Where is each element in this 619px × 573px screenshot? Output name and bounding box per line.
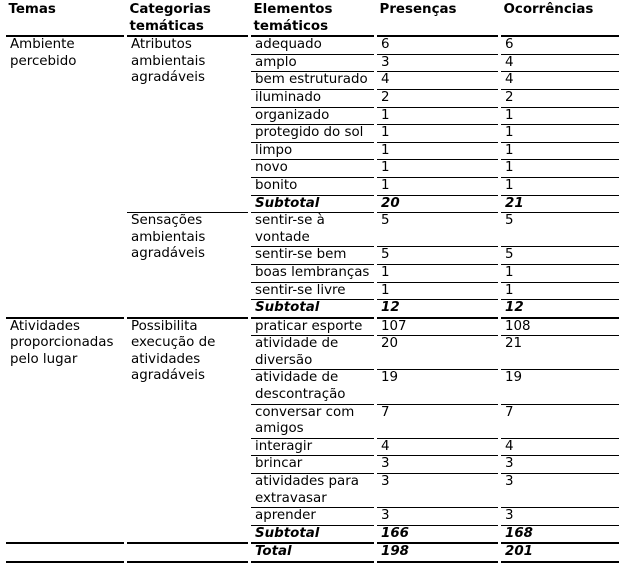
presencas-cell: 20 <box>376 336 500 370</box>
presencas-cell: 1 <box>376 125 500 143</box>
subtotal-presencas: 12 <box>376 300 500 318</box>
presencas-cell: 3 <box>376 474 500 508</box>
presencas-cell: 2 <box>376 89 500 107</box>
ocorrencias-cell: 7 <box>500 404 619 438</box>
element-cell: praticar esporte <box>250 318 376 336</box>
header-elementos: Elementos temáticos <box>250 2 376 36</box>
element-cell: atividades para extravasar <box>250 474 376 508</box>
subtotal-presencas: 166 <box>376 525 500 543</box>
category-cell: Sensações ambientais agradáveis <box>126 213 250 318</box>
total-blank-theme <box>5 543 126 562</box>
total-ocorrencias: 201 <box>500 543 619 562</box>
presencas-cell: 19 <box>376 370 500 404</box>
ocorrencias-cell: 4 <box>500 54 619 72</box>
total-blank-category <box>126 543 250 562</box>
subtotal-label: Subtotal <box>250 195 376 213</box>
ocorrencias-cell: 4 <box>500 72 619 90</box>
ocorrencias-cell: 1 <box>500 107 619 125</box>
element-cell: brincar <box>250 456 376 474</box>
element-cell: sentir-se à vontade <box>250 213 376 247</box>
ocorrencias-cell: 3 <box>500 456 619 474</box>
total-label: Total <box>250 543 376 562</box>
element-cell: atividade de diversão <box>250 336 376 370</box>
header-ocorrencias: Ocorrências <box>500 2 619 36</box>
presencas-cell: 5 <box>376 213 500 247</box>
presencas-cell: 4 <box>376 72 500 90</box>
subtotal-ocorrencias: 12 <box>500 300 619 318</box>
table-body <box>5 36 619 562</box>
presencas-cell: 1 <box>376 160 500 178</box>
element-cell: limpo <box>250 142 376 160</box>
subtotal-label: Subtotal <box>250 525 376 543</box>
table-row <box>5 36 619 54</box>
subtotal-ocorrencias: 21 <box>500 195 619 213</box>
presencas-cell: 1 <box>376 142 500 160</box>
thematic-table <box>3 2 619 563</box>
element-cell: protegido do sol <box>250 125 376 143</box>
presencas-cell: 5 <box>376 247 500 265</box>
theme-cell: Ambiente percebido <box>5 36 126 318</box>
element-cell: bem estruturado <box>250 72 376 90</box>
header-presencas: Presenças <box>376 2 500 36</box>
ocorrencias-cell: 3 <box>500 508 619 526</box>
ocorrencias-cell: 1 <box>500 264 619 282</box>
subtotal-label: Subtotal <box>250 300 376 318</box>
ocorrencias-cell: 1 <box>500 160 619 178</box>
element-cell: organizado <box>250 107 376 125</box>
header-temas: Temas <box>5 2 126 36</box>
presencas-cell: 3 <box>376 456 500 474</box>
ocorrencias-cell: 1 <box>500 177 619 195</box>
ocorrencias-cell: 108 <box>500 318 619 336</box>
ocorrencias-cell: 3 <box>500 474 619 508</box>
presencas-cell: 1 <box>376 107 500 125</box>
table-row <box>5 318 619 336</box>
ocorrencias-cell: 6 <box>500 36 619 54</box>
element-cell: interagir <box>250 438 376 456</box>
presencas-cell: 107 <box>376 318 500 336</box>
ocorrencias-cell: 1 <box>500 142 619 160</box>
subtotal-ocorrencias: 168 <box>500 525 619 543</box>
ocorrencias-cell: 19 <box>500 370 619 404</box>
ocorrencias-cell: 21 <box>500 336 619 370</box>
element-cell: atividade de descontração <box>250 370 376 404</box>
presencas-cell: 1 <box>376 177 500 195</box>
subtotal-presencas: 20 <box>376 195 500 213</box>
ocorrencias-cell: 5 <box>500 247 619 265</box>
presencas-cell: 1 <box>376 282 500 300</box>
element-cell: amplo <box>250 54 376 72</box>
element-cell: iluminado <box>250 89 376 107</box>
header-row <box>5 2 619 36</box>
category-cell: Atributos ambientais agradáveis <box>126 36 250 212</box>
presencas-cell: 1 <box>376 264 500 282</box>
ocorrencias-cell: 4 <box>500 438 619 456</box>
element-cell: conversar com amigos <box>250 404 376 438</box>
element-cell: sentir-se livre <box>250 282 376 300</box>
category-cell: Possibilita execução de atividades agradáveis <box>126 318 250 544</box>
header-categorias: Categorias temáticas <box>126 2 250 36</box>
presencas-cell: 6 <box>376 36 500 54</box>
ocorrencias-cell: 5 <box>500 213 619 247</box>
element-cell: boas lembranças <box>250 264 376 282</box>
element-cell: aprender <box>250 508 376 526</box>
element-cell: bonito <box>250 177 376 195</box>
element-cell: novo <box>250 160 376 178</box>
presencas-cell: 3 <box>376 54 500 72</box>
total-presencas: 198 <box>376 543 500 562</box>
ocorrencias-cell: 2 <box>500 89 619 107</box>
ocorrencias-cell: 1 <box>500 282 619 300</box>
ocorrencias-cell: 1 <box>500 125 619 143</box>
presencas-cell: 4 <box>376 438 500 456</box>
total-row <box>5 543 619 562</box>
presencas-cell: 7 <box>376 404 500 438</box>
element-cell: adequado <box>250 36 376 54</box>
element-cell: sentir-se bem <box>250 247 376 265</box>
presencas-cell: 3 <box>376 508 500 526</box>
theme-cell: Atividades proporcionadas pelo lugar <box>5 318 126 544</box>
